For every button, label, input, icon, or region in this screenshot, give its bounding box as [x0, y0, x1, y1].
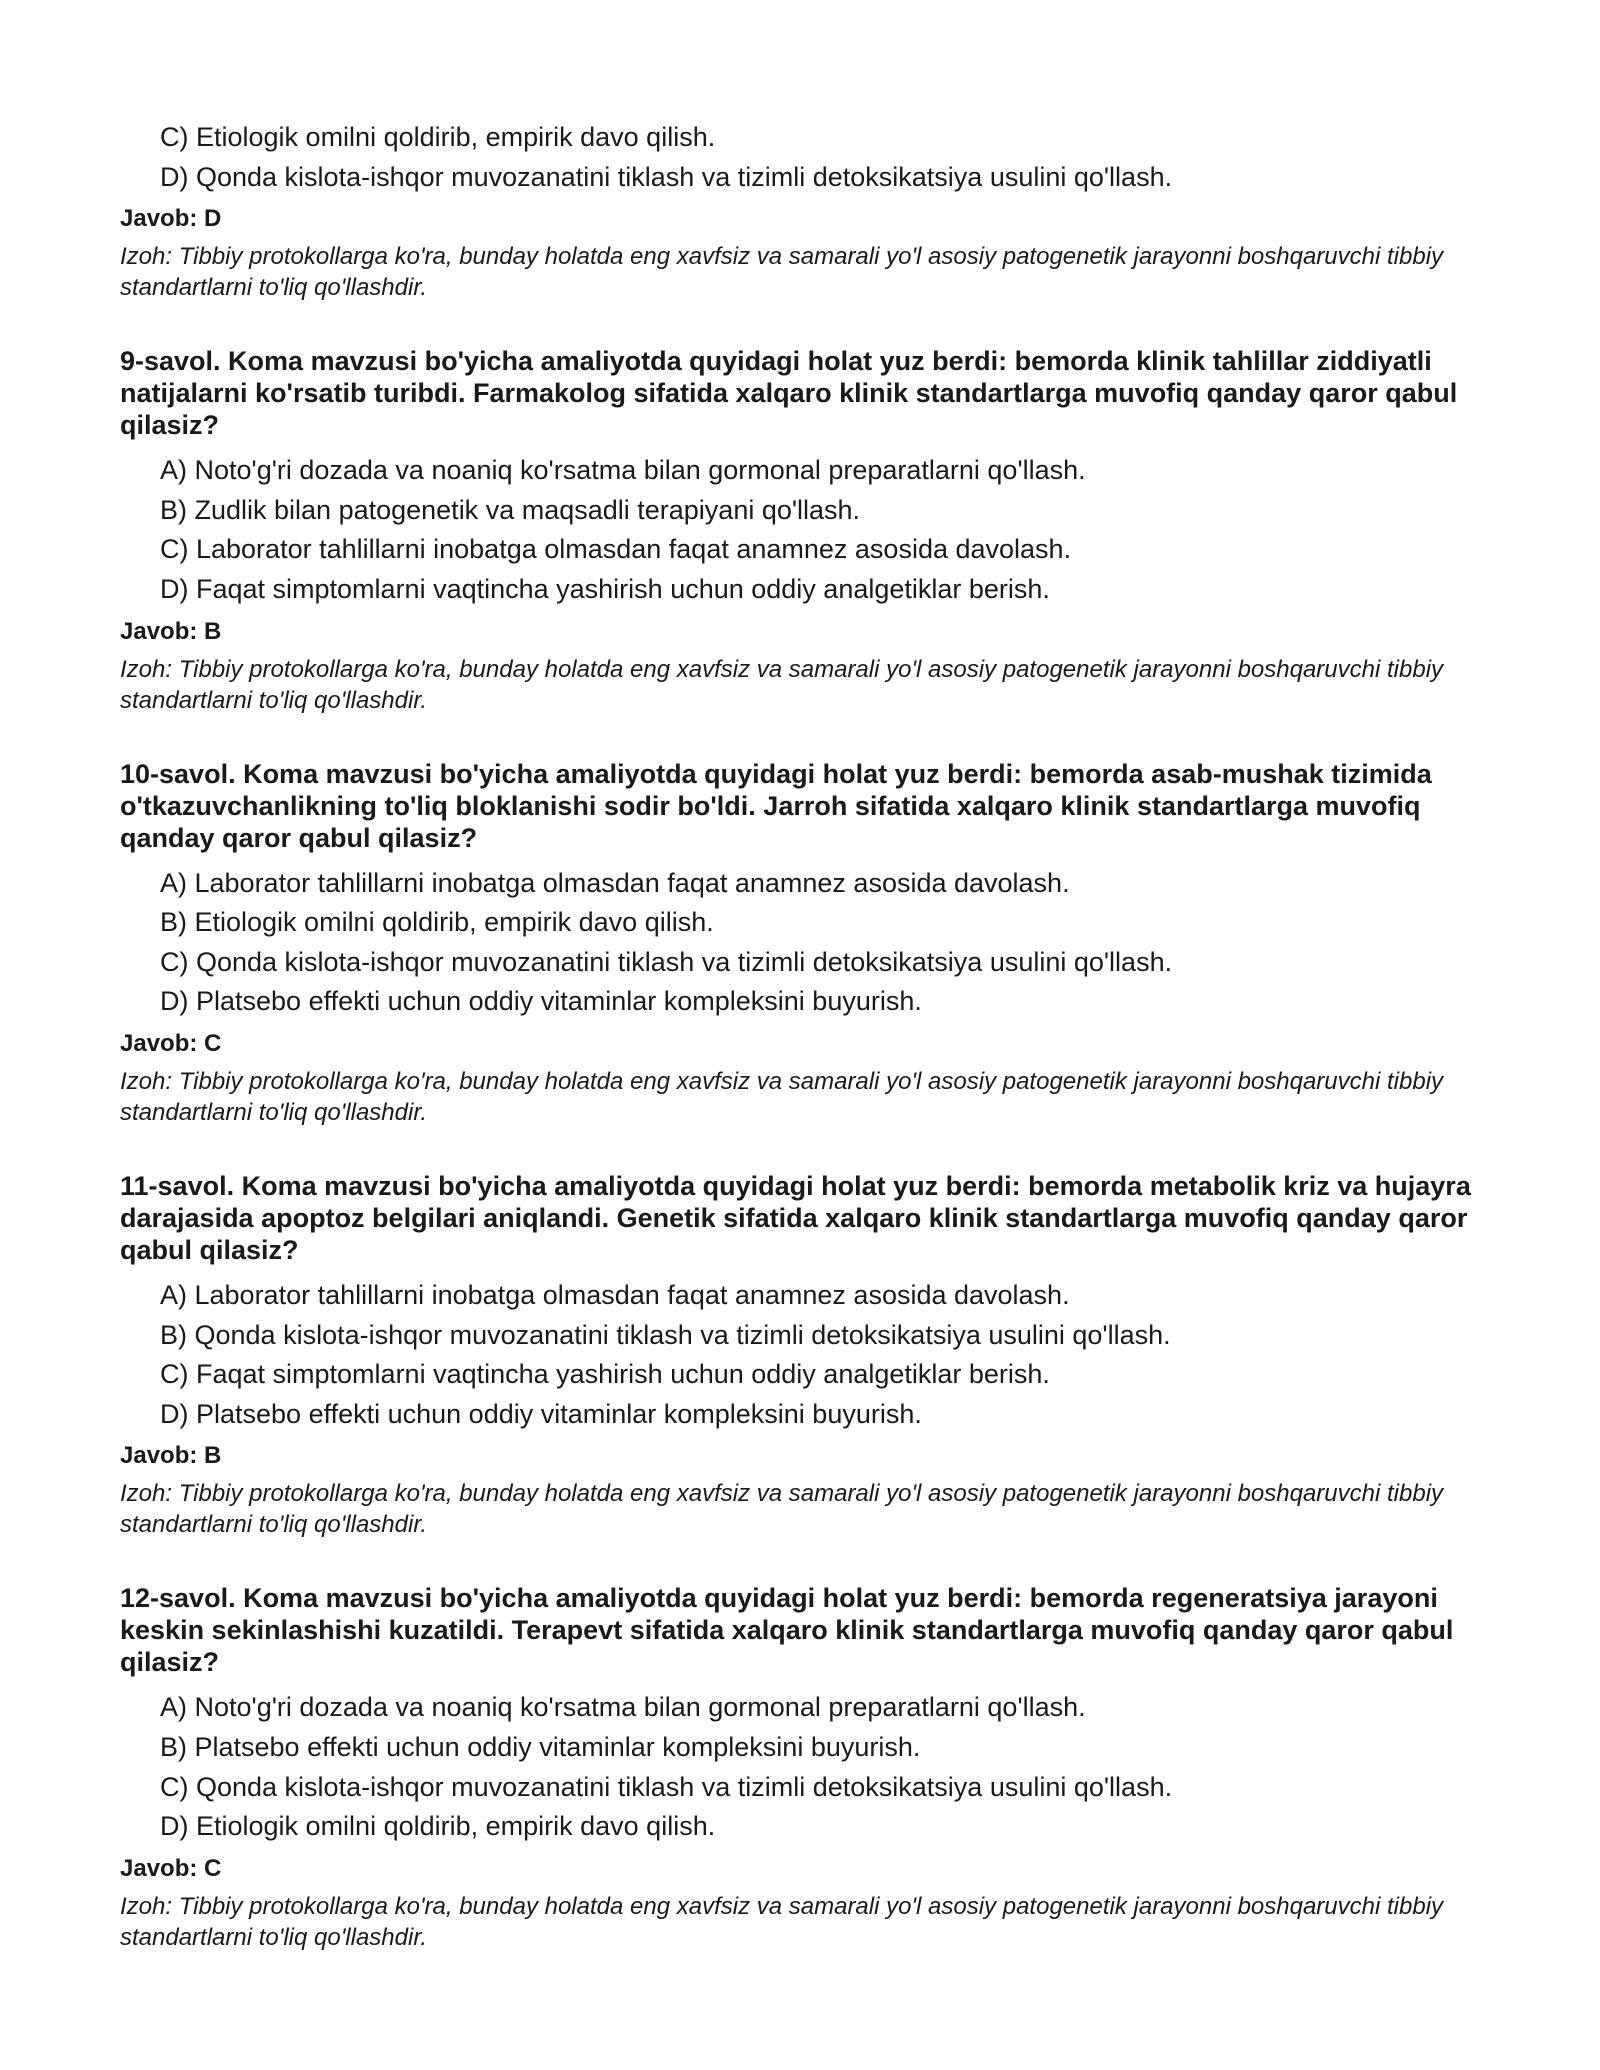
answer-label: Javob: B — [120, 617, 222, 645]
question-12 — [120, 1582, 1500, 1952]
option-a: A) Noto'g'ri dozada va noaniq ko'rsatma bilan gormonal preparatlarni qo'llash. — [160, 1692, 1086, 1723]
option-c: C) Faqat simptomlarni vaqtincha yashirish uchun oddiy analgetiklar berish. — [160, 1359, 1050, 1390]
question-text: 10-savol. Koma mavzusi bo'yicha amaliyotda quyidagi holat yuz berdi: bemorda asab-mushak tizimida o'tkazuvchanlikning to'liq bloklanishi sodir bo'ldi. Jarroh sifatida xalqaro klinik standartlarga muvofiq qanday qaror qabul qilasiz? — [120, 758, 1432, 853]
option-d: D) Faqat simptomlarni vaqtincha yashirish uchun oddiy analgetiklar berish. — [160, 573, 1050, 604]
question-10 — [120, 758, 1500, 1128]
option-a: A) Noto'g'ri dozada va noaniq ko'rsatma bilan gormonal preparatlarni qo'llash. — [160, 455, 1086, 486]
question-8-continuation — [120, 118, 1500, 303]
options-list — [120, 1276, 1500, 1434]
explanation-note: Izoh: Tibbiy protokollarga ko'ra, bunday holatda eng xavfsiz va samarali yo'l asosiy patogenetik jarayonni boshqaruvchi tibbiy standartlarni to'liq qo'llashdir. — [120, 243, 1444, 302]
option-b: B) Zudlik bilan patogenetik va maqsadli terapiyani qo'llash. — [160, 494, 861, 525]
options-list — [120, 1688, 1500, 1846]
options-list — [120, 118, 1500, 197]
question-text: 9-savol. Koma mavzusi bo'yicha amaliyotda quyidagi holat yuz berdi: bemorda klinik tahlillar ziddiyatli natijalarni ko'rsatib turibdi. Farmakolog sifatida xalqaro klinik standartlarga muvofiq qanday qaror qabul qilasiz? — [120, 346, 1458, 441]
answer-label: Javob: B — [120, 1442, 222, 1470]
option-d: D) Platsebo effekti uchun oddiy vitaminlar kompleksini buyurish. — [160, 986, 922, 1017]
option-c: C) Etiologik omilni qoldirib, empirik davo qilish. — [160, 122, 716, 152]
option-a: A) Laborator tahlillarni inobatga olmasdan faqat anamnez asosida davolash. — [160, 1279, 1070, 1310]
question-9 — [120, 345, 1500, 715]
explanation-note: Izoh: Tibbiy protokollarga ko'ra, bunday holatda eng xavfsiz va samarali yo'l asosiy patogenetik jarayonni boshqaruvchi tibbiy standartlarni to'liq qo'llashdir. — [120, 1480, 1444, 1539]
answer-label: Javob: C — [120, 1854, 222, 1882]
option-b: B) Platsebo effekti uchun oddiy vitaminlar kompleksini buyurish. — [160, 1731, 921, 1762]
document-page — [120, 118, 1500, 1953]
option-d: D) Platsebo effekti uchun oddiy vitaminlar kompleksini buyurish. — [160, 1398, 922, 1429]
option-b: B) Qonda kislota-ishqor muvozanatini tiklash va tizimli detoksikatsiya usulini qo'llash. — [160, 1319, 1171, 1350]
explanation-note: Izoh: Tibbiy protokollarga ko'ra, bunday holatda eng xavfsiz va samarali yo'l asosiy patogenetik jarayonni boshqaruvchi tibbiy standartlarni to'liq qo'llashdir. — [120, 655, 1444, 714]
question-11 — [120, 1170, 1500, 1540]
options-list — [120, 451, 1500, 609]
option-c: C) Qonda kislota-ishqor muvozanatini tiklash va tizimli detoksikatsiya usulini qo'llash. — [160, 946, 1173, 977]
question-text: 12-savol. Koma mavzusi bo'yicha amaliyotda quyidagi holat yuz berdi: bemorda regeneratsiya jarayoni keskin sekinlashishi kuzatildi. Terapevt sifatida xalqaro klinik standartlarga muvofiq qanday qaror qabul qilasiz? — [120, 1583, 1454, 1678]
answer-label: Javob: C — [120, 1029, 222, 1057]
explanation-note: Izoh: Tibbiy protokollarga ko'ra, bunday holatda eng xavfsiz va samarali yo'l asosiy patogenetik jarayonni boshqaruvchi tibbiy standartlarni to'liq qo'llashdir. — [120, 1892, 1444, 1951]
answer-label: Javob: D — [120, 205, 222, 233]
option-c: C) Qonda kislota-ishqor muvozanatini tiklash va tizimli detoksikatsiya usulini qo'llash. — [160, 1771, 1173, 1802]
option-a: A) Laborator tahlillarni inobatga olmasdan faqat anamnez asosida davolash. — [160, 867, 1070, 898]
option-d: D) Qonda kislota-ishqor muvozanatini tiklash va tizimli detoksikatsiya usulini qo'llash. — [160, 161, 1173, 192]
explanation-note: Izoh: Tibbiy protokollarga ko'ra, bunday holatda eng xavfsiz va samarali yo'l asosiy patogenetik jarayonni boshqaruvchi tibbiy standartlarni to'liq qo'llashdir. — [120, 1067, 1444, 1126]
option-b: B) Etiologik omilni qoldirib, empirik davo qilish. — [160, 907, 714, 938]
question-text: 11-savol. Koma mavzusi bo'yicha amaliyotda quyidagi holat yuz berdi: bemorda metabolik kriz va hujayra darajasida apoptoz belgilari aniqlandi. Genetik sifatida xalqaro klinik standartlarga muvofiq qanday qaror qabul qilasiz? — [120, 1170, 1471, 1265]
option-c: C) Laborator tahlillarni inobatga olmasdan faqat anamnez asosida davolash. — [160, 534, 1072, 565]
option-d: D) Etiologik omilni qoldirib, empirik davo qilish. — [160, 1811, 716, 1842]
options-list — [120, 864, 1500, 1022]
